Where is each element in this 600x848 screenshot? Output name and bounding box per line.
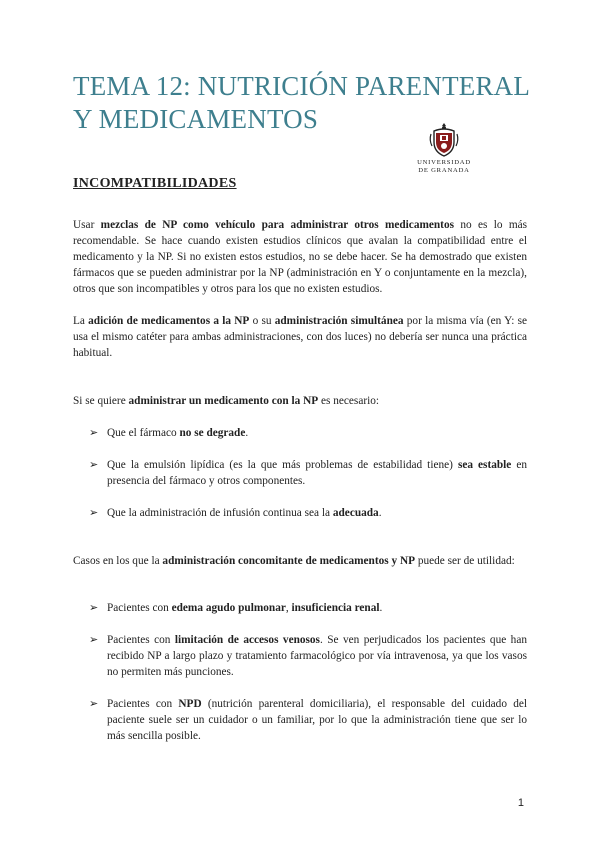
arrow-bullet-icon: ➢ bbox=[89, 697, 99, 710]
page-title: TEMA 12: NUTRICIÓN PARENTERAL Y MEDICAMENTOS bbox=[73, 71, 530, 134]
list-item: ➢ Pacientes con edema agudo pulmonar, insuficiencia renal. bbox=[89, 601, 383, 614]
university-crest-icon bbox=[428, 122, 460, 158]
arrow-bullet-icon: ➢ bbox=[89, 601, 99, 614]
list-item: ➢ Que el fármaco no se degrade. bbox=[89, 426, 249, 439]
paragraph-1: Usar mezclas de NP como vehículo para administrar otros medicamentos no es lo más recomendable. Se hace cuando existen estudios clínicos que avalan la compatibilidad entre el medicamento y la NP. Si no existen estos estudios, no se debe hacer. Se ha demostrado que existen fármacos que se pueden administrar por la NP (administración en Y o conjuntamente en la mezcla), otros que son incompatibles y otros para los que no existen estudios. bbox=[73, 219, 528, 295]
logo-text-line2: DE GRANADA bbox=[418, 166, 470, 174]
paragraph-4: Casos en los que la administración concomitante de medicamentos y NP puede ser de utilidad: bbox=[73, 555, 515, 567]
arrow-bullet-icon: ➢ bbox=[89, 633, 99, 646]
university-logo bbox=[410, 122, 478, 184]
logo-text-line1: UNIVERSIDAD bbox=[417, 159, 471, 166]
list-item: ➢ Pacientes con limitación de accesos venosos. Se ven perjudicados los pacientes que han recibido NP a largo plazo y tratamiento farmacológico por vía intravenosa, ya que los vasos no permiten más punciones. bbox=[89, 633, 527, 678]
list-item: ➢ Que la administración de infusión continua sea la adecuada. bbox=[89, 506, 382, 519]
arrow-bullet-icon: ➢ bbox=[89, 458, 99, 471]
arrow-bullet-icon: ➢ bbox=[89, 506, 99, 519]
paragraph-3: Si se quiere administrar un medicamento con la NP es necesario: bbox=[73, 395, 380, 407]
page-number: 1 bbox=[517, 797, 524, 809]
section-heading: INCOMPATIBILIDADES bbox=[73, 176, 237, 191]
list-item: ➢ Pacientes con NPD (nutrición parenteral domiciliaria), el responsable del cuidado del paciente suele ser un cuidador o un familiar, por lo que la administración tiene que ser lo más sencilla posible. bbox=[89, 697, 527, 742]
paragraph-2: La adición de medicamentos a la NP o su administración simultánea por la misma vía (en Y: se usa el mismo catéter para ambas administraciones, con dos luces) no debería ser nunca una práctica habitual. bbox=[73, 315, 528, 359]
list-item: ➢ Que la emulsión lipídica (es la que más problemas de estabilidad tiene) sea estable en presencia del fármaco y otros componentes. bbox=[89, 458, 527, 487]
arrow-bullet-icon: ➢ bbox=[89, 426, 99, 439]
